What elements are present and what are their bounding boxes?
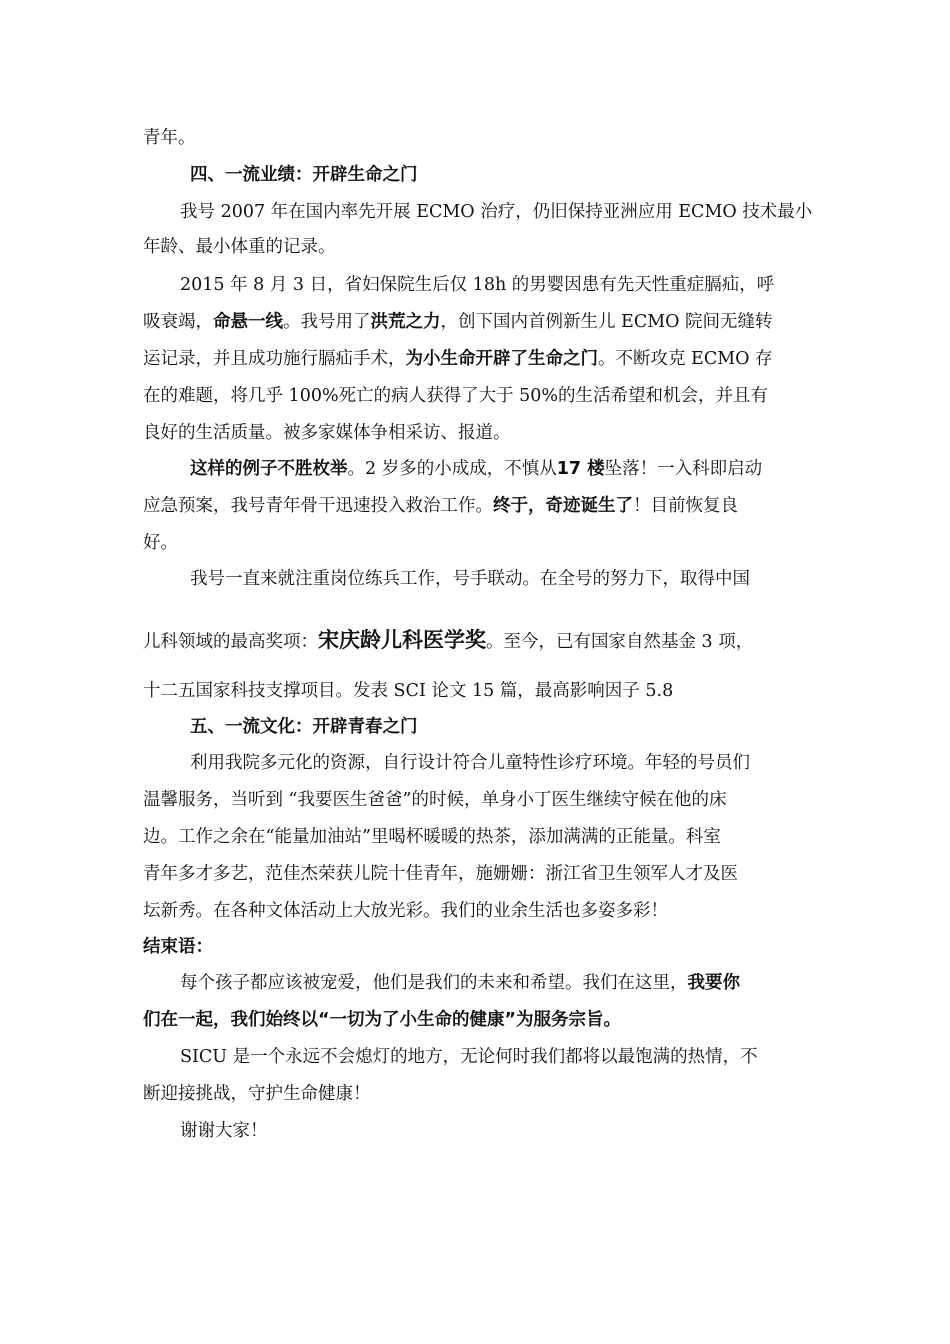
text-line [143, 347, 813, 371]
text-line [143, 421, 813, 445]
heading-text: 五、一流文化：开辟青春之门 [190, 717, 418, 737]
text-span: ！目前恢复良 [633, 496, 738, 516]
text-span: ，创下国内首例新生儿 ECMO 院间无缝转 [440, 312, 773, 332]
text-span: 我号一直来就注重岗位练兵工作，号手联动。在全号的努力下，取得中国 [190, 569, 750, 589]
text-line [143, 679, 813, 703]
text-line [143, 628, 813, 654]
bold-text: 17 楼 [556, 459, 605, 479]
text-line [143, 899, 813, 923]
text-line [190, 751, 813, 775]
section-heading-4 [190, 163, 813, 187]
bold-text: 我要你 [687, 973, 740, 993]
text-span: 谢谢大家！ [180, 1121, 268, 1141]
text-line [143, 126, 813, 150]
text-line [143, 1082, 813, 1106]
text-line [180, 1119, 813, 1143]
text-line [180, 273, 813, 297]
text-line [190, 457, 813, 481]
text-span: 好。 [143, 533, 178, 553]
text-span: 坛新秀。在各种文体活动上大放光彩。我们的业余生活也多姿多彩！ [143, 901, 668, 921]
text-line [143, 1008, 813, 1032]
text-span: 断迎接挑战，守护生命健康！ [143, 1084, 371, 1104]
bold-text: 们在一起，我们始终以“一切为了小生命的健康”为服务宗旨。 [143, 1010, 622, 1030]
text-span: 温馨服务，当听到 “我要医生爸爸”的时候，单身小丁医生继续守候在他的床 [143, 790, 727, 810]
text-span: 青年。 [143, 128, 196, 148]
text-span: 边。工作之余在“能量加油站”里喝杯暖暖的热茶，添加满满的正能量。科室 [143, 827, 721, 847]
text-span: 十二五国家科技支撑项目。发表 SCI 论文 15 篇，最高影响因子 5.8 [143, 681, 674, 701]
text-span: SICU 是一个永远不会熄灯的地方，无论何时我们都将以最饱满的热情，不 [180, 1047, 758, 1067]
text-span: 应急预案，我号青年骨干迅速投入救治工作。 [143, 496, 493, 516]
section-heading-5 [190, 715, 813, 739]
text-span: 。2 岁多的小成成，不慎从 [347, 459, 557, 479]
text-span: 每个孩子都应该被宠爱，他们是我们的未来和希望。我们在这里， [180, 973, 688, 993]
text-span: 在的难题，将几乎 100%死亡的病人获得了大于 50%的生活希望和机会，并且有 [143, 386, 769, 406]
text-span: 2015 年 8 月 3 日，省妇保院生后仅 18h 的男婴因患有先天性重症膈疝，呼 [180, 275, 775, 295]
text-line [143, 531, 813, 555]
bold-text: 为小生命开辟了生命之门 [405, 349, 598, 369]
text-span: 年龄、最小体重的记录。 [143, 237, 336, 257]
text-line [143, 494, 813, 518]
text-span: 运记录，并且成功施行膈疝手术， [143, 349, 406, 369]
text-line [143, 788, 813, 812]
text-span: 。至今，已有国家自然基金 3 项， [486, 632, 754, 652]
heading-text: 结束语： [143, 937, 213, 957]
award-name: 宋庆龄儿科医学奖 [318, 628, 486, 652]
bold-text: 洪荒之力 [370, 312, 441, 332]
text-span: 利用我院多元化的资源，自行设计符合儿童特性诊疗环境。年轻的号员们 [190, 753, 750, 773]
text-line [190, 567, 813, 591]
heading-text: 四、一流业绩：开辟生命之门 [190, 165, 418, 185]
text-line [143, 235, 813, 259]
text-line [180, 200, 813, 224]
text-line [143, 384, 813, 408]
text-span: 青年多才多艺，范佳杰荣获儿院十佳青年，施姗姗：浙江省卫生领军人才及医 [143, 864, 738, 884]
bold-text: 这样的例子不胜枚举 [190, 459, 348, 479]
text-span: 。不断攻克 ECMO 存 [598, 349, 773, 369]
bold-text: 终于，奇迹诞生了 [493, 496, 633, 516]
text-span: 吸衰竭， [143, 312, 213, 332]
text-span: 良好的生活质量。被多家媒体争相采访、报道。 [143, 423, 511, 443]
closing-heading [143, 935, 813, 959]
text-span: 。我号用了 [283, 312, 371, 332]
text-span: 儿科领域的最高奖项： [143, 632, 318, 652]
text-span: 我号 2007 年在国内率先开展 ECMO 治疗，仍旧保持亚洲应用 ECMO 技术最小 [180, 202, 813, 222]
text-line [180, 971, 813, 995]
text-line [143, 825, 813, 849]
text-line [143, 862, 813, 886]
text-line [180, 1045, 813, 1069]
bold-text: 命悬一线 [213, 312, 283, 332]
text-span: 坠落！一入科即启动 [604, 459, 763, 479]
text-line [143, 310, 813, 334]
